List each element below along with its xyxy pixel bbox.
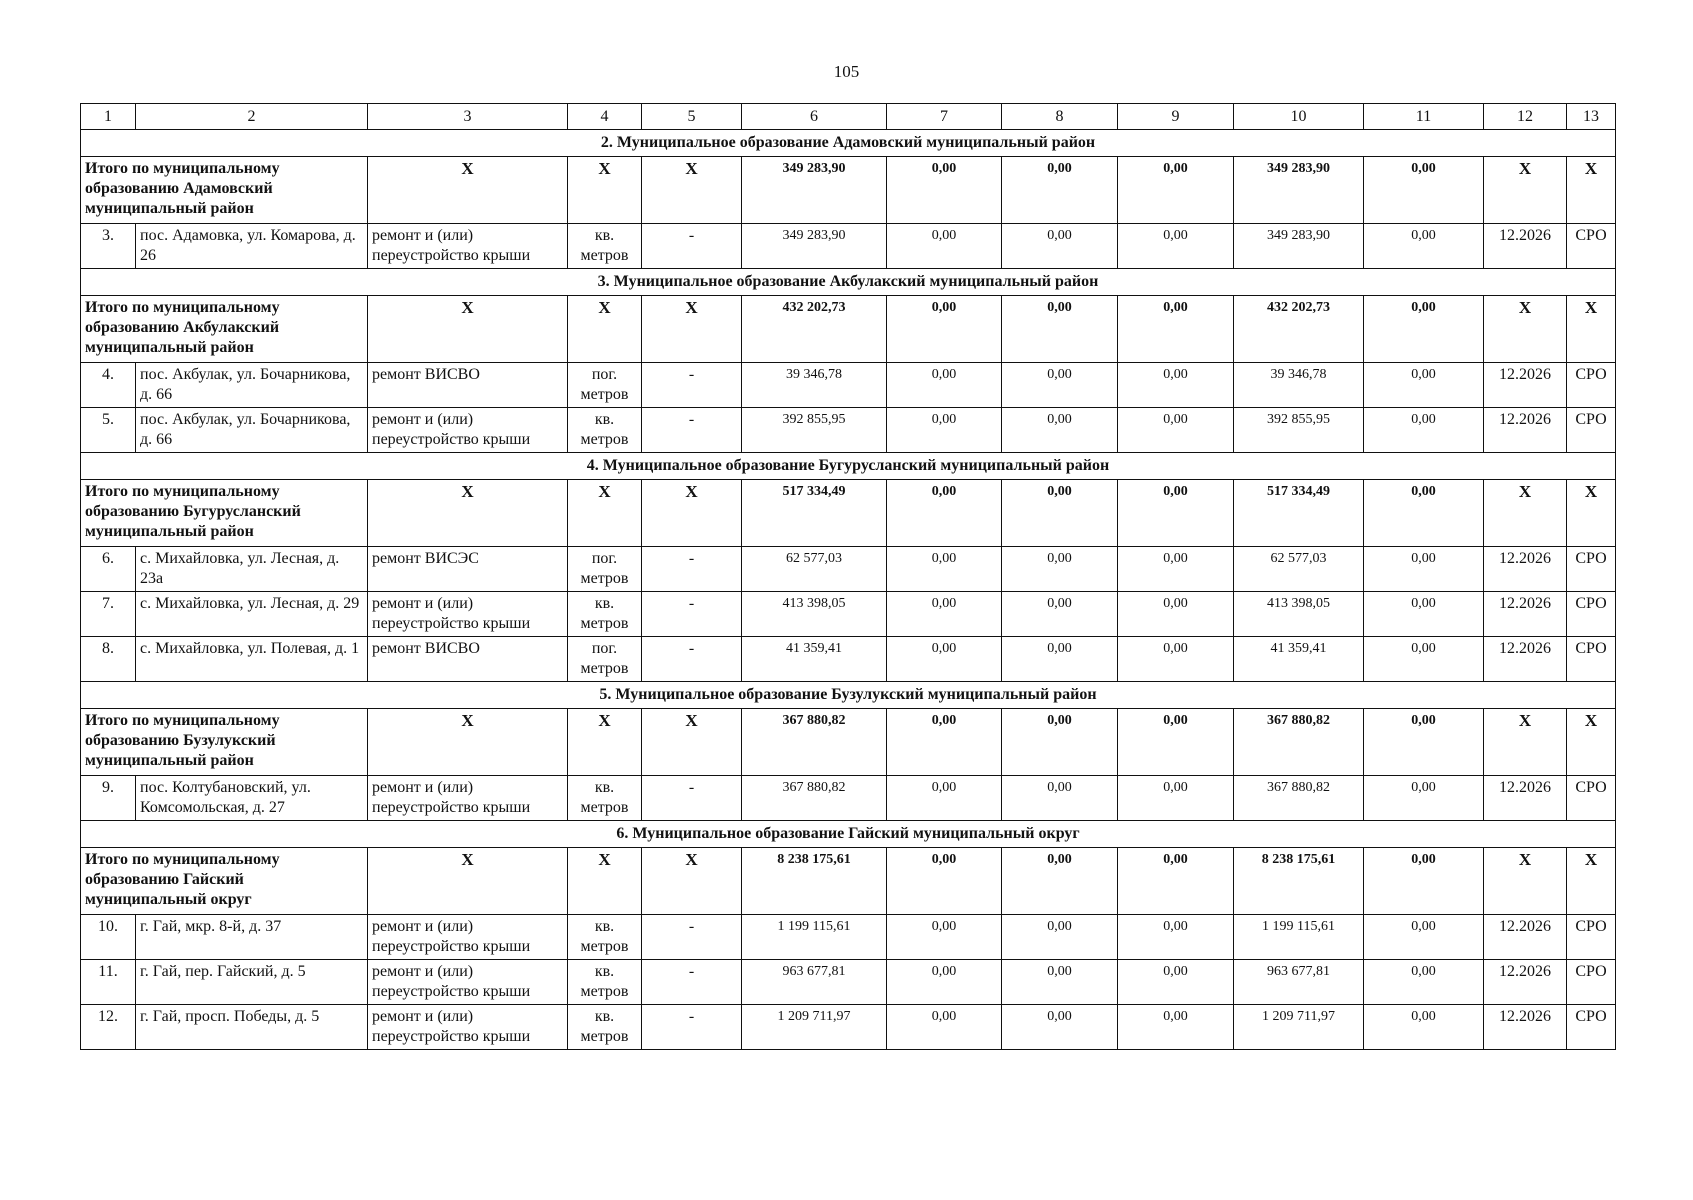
row-method: СРО [1567,960,1616,1005]
total-cell-3: Х [368,296,568,363]
row-work-type: ремонт и (или) переустройство крыши [368,915,568,960]
row-cost-9: 0,00 [1118,915,1234,960]
row-work-type: ремонт ВИСВО [368,363,568,408]
row-work-type: ремонт и (или) переустройство крыши [368,408,568,453]
column-number: 13 [1567,104,1616,130]
total-cell-12: Х [1484,157,1567,224]
row-quantity: - [642,776,742,821]
row-cost-7: 0,00 [887,960,1002,1005]
row-unit: кв. метров [568,915,642,960]
column-number: 5 [642,104,742,130]
row-cost-11: 0,00 [1364,1005,1484,1050]
register-table [80,103,1616,1050]
table-row [81,224,1616,269]
row-deadline: 12.2026 [1484,637,1567,682]
total-label: Итого по муниципальному образованию Акбулакский муниципальный район [81,296,368,363]
row-address: с. Михайловка, ул. Лесная, д. 23а [136,547,368,592]
row-method: СРО [1567,776,1616,821]
total-cell-7: 0,00 [887,848,1002,915]
row-number: 9. [81,776,136,821]
total-cell-9: 0,00 [1118,157,1234,224]
row-cost-11: 0,00 [1364,915,1484,960]
row-cost-8: 0,00 [1002,224,1118,269]
total-cell-7: 0,00 [887,480,1002,547]
row-cost-8: 0,00 [1002,637,1118,682]
row-cost-7: 0,00 [887,1005,1002,1050]
row-work-type: ремонт и (или) переустройство крыши [368,224,568,269]
total-cell-6: 8 238 175,61 [742,848,887,915]
total-cell-5: Х [642,157,742,224]
section-header-row [81,682,1616,709]
row-cost-10: 1 199 115,61 [1234,915,1364,960]
row-cost-6: 367 880,82 [742,776,887,821]
section-title: 2. Муниципальное образование Адамовский муниципальный район [81,130,1616,157]
total-cell-5: Х [642,296,742,363]
total-cell-11: 0,00 [1364,157,1484,224]
row-number: 6. [81,547,136,592]
column-number: 12 [1484,104,1567,130]
row-cost-10: 41 359,41 [1234,637,1364,682]
row-number: 12. [81,1005,136,1050]
row-address: пос. Акбулак, ул. Бочарникова, д. 66 [136,363,368,408]
total-cell-8: 0,00 [1002,157,1118,224]
row-cost-7: 0,00 [887,547,1002,592]
row-deadline: 12.2026 [1484,592,1567,637]
row-quantity: - [642,637,742,682]
total-cell-4: Х [568,709,642,776]
total-cell-11: 0,00 [1364,296,1484,363]
total-cell-10: 432 202,73 [1234,296,1364,363]
row-deadline: 12.2026 [1484,960,1567,1005]
total-cell-13: Х [1567,848,1616,915]
row-work-type: ремонт и (или) переустройство крыши [368,592,568,637]
row-cost-8: 0,00 [1002,363,1118,408]
row-cost-8: 0,00 [1002,915,1118,960]
column-number: 11 [1364,104,1484,130]
row-method: СРО [1567,224,1616,269]
row-method: СРО [1567,592,1616,637]
total-cell-4: Х [568,157,642,224]
total-cell-4: Х [568,848,642,915]
total-cell-8: 0,00 [1002,480,1118,547]
total-cell-5: Х [642,848,742,915]
row-number: 10. [81,915,136,960]
row-cost-6: 963 677,81 [742,960,887,1005]
row-cost-11: 0,00 [1364,960,1484,1005]
row-cost-9: 0,00 [1118,776,1234,821]
row-method: СРО [1567,1005,1616,1050]
row-deadline: 12.2026 [1484,408,1567,453]
column-number: 3 [368,104,568,130]
row-quantity: - [642,1005,742,1050]
total-cell-9: 0,00 [1118,848,1234,915]
section-title: 5. Муниципальное образование Бузулукский муниципальный район [81,682,1616,709]
row-address: с. Михайловка, ул. Лесная, д. 29 [136,592,368,637]
row-quantity: - [642,547,742,592]
row-cost-9: 0,00 [1118,363,1234,408]
row-deadline: 12.2026 [1484,776,1567,821]
total-cell-10: 349 283,90 [1234,157,1364,224]
total-cell-13: Х [1567,157,1616,224]
row-number: 4. [81,363,136,408]
row-cost-11: 0,00 [1364,547,1484,592]
total-label: Итого по муниципальному образованию Бугурусланский муниципальный район [81,480,368,547]
row-cost-9: 0,00 [1118,408,1234,453]
total-label: Итого по муниципальному образованию Бузулукский муниципальный район [81,709,368,776]
row-cost-7: 0,00 [887,915,1002,960]
row-quantity: - [642,915,742,960]
total-cell-11: 0,00 [1364,480,1484,547]
row-cost-7: 0,00 [887,592,1002,637]
row-cost-10: 367 880,82 [1234,776,1364,821]
row-unit: кв. метров [568,224,642,269]
row-address: г. Гай, просп. Победы, д. 5 [136,1005,368,1050]
table-row [81,960,1616,1005]
total-label: Итого по муниципальному образованию Адамовский муниципальный район [81,157,368,224]
row-cost-6: 39 346,78 [742,363,887,408]
total-cell-10: 517 334,49 [1234,480,1364,547]
row-cost-8: 0,00 [1002,776,1118,821]
row-deadline: 12.2026 [1484,547,1567,592]
column-number: 2 [136,104,368,130]
page-number: 105 [833,62,860,81]
row-number: 8. [81,637,136,682]
row-address: г. Гай, пер. Гайский, д. 5 [136,960,368,1005]
table-row [81,408,1616,453]
row-address: г. Гай, мкр. 8-й, д. 37 [136,915,368,960]
table-row [81,592,1616,637]
row-quantity: - [642,408,742,453]
table-row [81,776,1616,821]
column-number-row [81,104,1616,130]
row-cost-10: 963 677,81 [1234,960,1364,1005]
row-address: с. Михайловка, ул. Полевая, д. 1 [136,637,368,682]
total-cell-6: 517 334,49 [742,480,887,547]
total-cell-3: Х [368,480,568,547]
total-cell-10: 367 880,82 [1234,709,1364,776]
row-method: СРО [1567,363,1616,408]
row-work-type: ремонт и (или) переустройство крыши [368,1005,568,1050]
row-cost-10: 349 283,90 [1234,224,1364,269]
total-cell-8: 0,00 [1002,296,1118,363]
total-cell-12: Х [1484,848,1567,915]
table-row [81,1005,1616,1050]
row-cost-8: 0,00 [1002,960,1118,1005]
row-cost-6: 413 398,05 [742,592,887,637]
row-cost-7: 0,00 [887,776,1002,821]
row-method: СРО [1567,408,1616,453]
total-cell-9: 0,00 [1118,480,1234,547]
section-header-row [81,269,1616,296]
row-unit: пог. метров [568,637,642,682]
row-method: СРО [1567,637,1616,682]
row-cost-10: 62 577,03 [1234,547,1364,592]
section-title: 3. Муниципальное образование Акбулакский муниципальный район [81,269,1616,296]
row-cost-8: 0,00 [1002,592,1118,637]
row-cost-9: 0,00 [1118,547,1234,592]
row-work-type: ремонт ВИСЭС [368,547,568,592]
row-cost-11: 0,00 [1364,637,1484,682]
total-cell-3: Х [368,709,568,776]
column-number: 1 [81,104,136,130]
total-cell-12: Х [1484,296,1567,363]
column-number: 4 [568,104,642,130]
row-address: пос. Колтубановский, ул. Комсомольская, д. 27 [136,776,368,821]
total-cell-6: 432 202,73 [742,296,887,363]
total-cell-7: 0,00 [887,157,1002,224]
row-cost-6: 349 283,90 [742,224,887,269]
row-deadline: 12.2026 [1484,1005,1567,1050]
section-header-row [81,821,1616,848]
row-cost-9: 0,00 [1118,1005,1234,1050]
row-work-type: ремонт и (или) переустройство крыши [368,776,568,821]
row-cost-8: 0,00 [1002,408,1118,453]
column-number: 10 [1234,104,1364,130]
total-cell-12: Х [1484,709,1567,776]
total-cell-10: 8 238 175,61 [1234,848,1364,915]
total-cell-3: Х [368,848,568,915]
total-cell-7: 0,00 [887,709,1002,776]
row-quantity: - [642,363,742,408]
total-row [81,480,1616,547]
row-cost-6: 1 199 115,61 [742,915,887,960]
total-cell-6: 367 880,82 [742,709,887,776]
row-deadline: 12.2026 [1484,915,1567,960]
row-work-type: ремонт и (или) переустройство крыши [368,960,568,1005]
row-cost-9: 0,00 [1118,637,1234,682]
total-cell-4: Х [568,480,642,547]
total-cell-11: 0,00 [1364,848,1484,915]
row-cost-9: 0,00 [1118,960,1234,1005]
table-row [81,363,1616,408]
row-cost-7: 0,00 [887,408,1002,453]
column-number: 8 [1002,104,1118,130]
row-cost-6: 62 577,03 [742,547,887,592]
section-header-row [81,130,1616,157]
table-body [81,104,1616,1050]
total-cell-5: Х [642,709,742,776]
table-row [81,637,1616,682]
table-row [81,547,1616,592]
total-row [81,157,1616,224]
row-method: СРО [1567,547,1616,592]
row-number: 7. [81,592,136,637]
total-row [81,296,1616,363]
section-title: 6. Муниципальное образование Гайский муниципальный округ [81,821,1616,848]
row-cost-8: 0,00 [1002,1005,1118,1050]
row-cost-8: 0,00 [1002,547,1118,592]
row-cost-11: 0,00 [1364,363,1484,408]
total-cell-8: 0,00 [1002,848,1118,915]
row-work-type: ремонт ВИСВО [368,637,568,682]
row-cost-11: 0,00 [1364,408,1484,453]
row-cost-6: 1 209 711,97 [742,1005,887,1050]
row-address: пос. Адамовка, ул. Комарова, д. 26 [136,224,368,269]
total-cell-13: Х [1567,709,1616,776]
table-row [81,915,1616,960]
row-number: 3. [81,224,136,269]
row-deadline: 12.2026 [1484,363,1567,408]
row-method: СРО [1567,915,1616,960]
total-label: Итого по муниципальному образованию Гайский муниципальный округ [81,848,368,915]
row-deadline: 12.2026 [1484,224,1567,269]
row-unit: пог. метров [568,547,642,592]
total-cell-8: 0,00 [1002,709,1118,776]
row-unit: кв. метров [568,592,642,637]
row-cost-9: 0,00 [1118,592,1234,637]
column-number: 9 [1118,104,1234,130]
row-cost-10: 392 855,95 [1234,408,1364,453]
total-cell-9: 0,00 [1118,296,1234,363]
row-quantity: - [642,960,742,1005]
row-cost-11: 0,00 [1364,592,1484,637]
row-number: 5. [81,408,136,453]
total-cell-13: Х [1567,296,1616,363]
row-cost-9: 0,00 [1118,224,1234,269]
total-cell-5: Х [642,480,742,547]
row-unit: кв. метров [568,1005,642,1050]
row-cost-11: 0,00 [1364,776,1484,821]
total-row [81,848,1616,915]
row-cost-7: 0,00 [887,224,1002,269]
row-cost-10: 413 398,05 [1234,592,1364,637]
row-cost-11: 0,00 [1364,224,1484,269]
total-row [81,709,1616,776]
row-quantity: - [642,592,742,637]
row-cost-6: 392 855,95 [742,408,887,453]
row-unit: пог. метров [568,363,642,408]
row-number: 11. [81,960,136,1005]
total-cell-11: 0,00 [1364,709,1484,776]
row-unit: кв. метров [568,960,642,1005]
column-number: 7 [887,104,1002,130]
total-cell-7: 0,00 [887,296,1002,363]
row-cost-7: 0,00 [887,363,1002,408]
row-cost-10: 1 209 711,97 [1234,1005,1364,1050]
total-cell-9: 0,00 [1118,709,1234,776]
row-unit: кв. метров [568,776,642,821]
section-header-row [81,453,1616,480]
row-cost-6: 41 359,41 [742,637,887,682]
section-title: 4. Муниципальное образование Бугурусланский муниципальный район [81,453,1616,480]
row-address: пос. Акбулак, ул. Бочарникова, д. 66 [136,408,368,453]
total-cell-4: Х [568,296,642,363]
row-cost-7: 0,00 [887,637,1002,682]
column-number: 6 [742,104,887,130]
total-cell-13: Х [1567,480,1616,547]
total-cell-12: Х [1484,480,1567,547]
total-cell-3: Х [368,157,568,224]
row-quantity: - [642,224,742,269]
row-unit: кв. метров [568,408,642,453]
row-cost-10: 39 346,78 [1234,363,1364,408]
total-cell-6: 349 283,90 [742,157,887,224]
